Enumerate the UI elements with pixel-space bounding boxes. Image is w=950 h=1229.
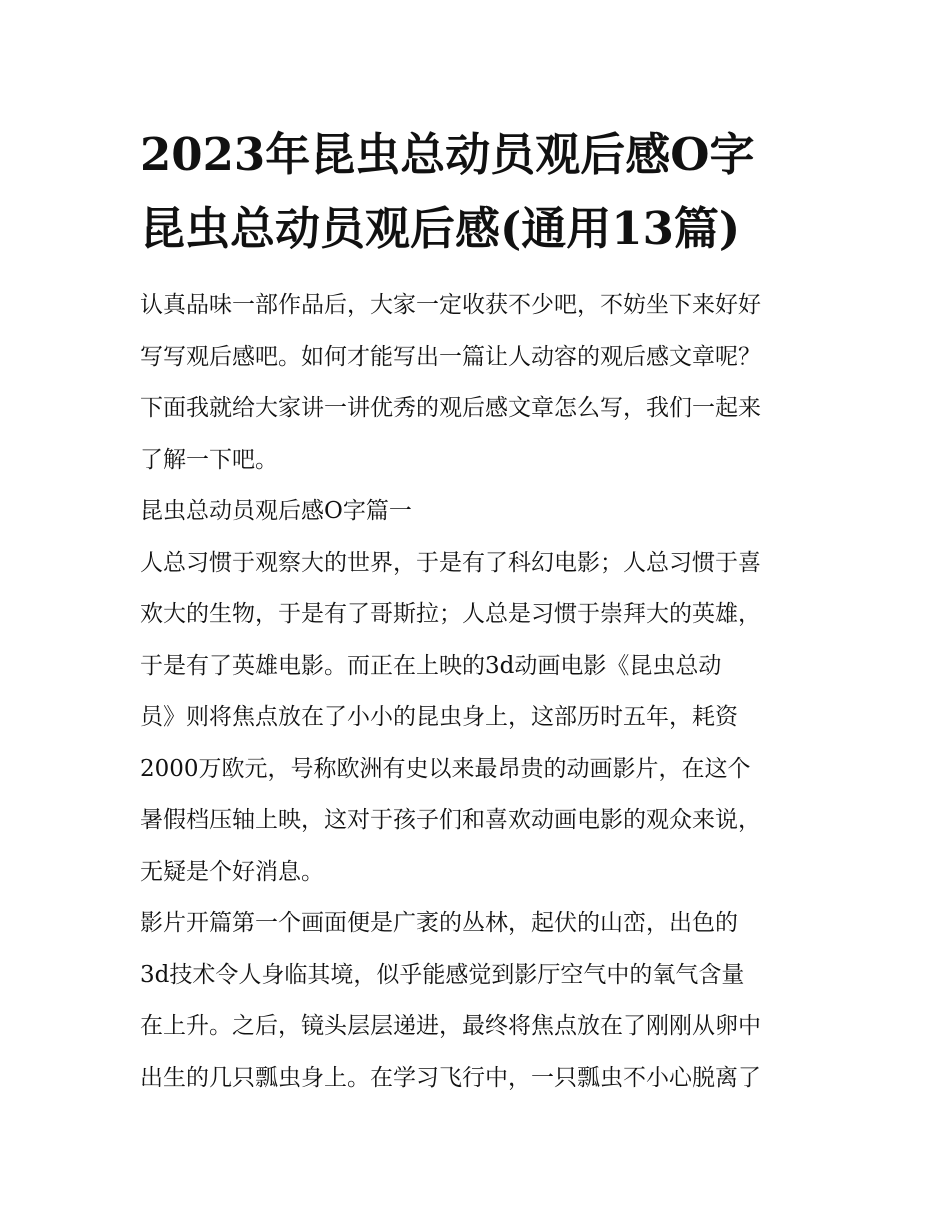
text-line: 写写观后感吧。如何才能写出一篇让人动容的观后感文章呢？ (140, 343, 761, 370)
text-line: 出生的几只瓢虫身上。在学习飞行中，一只瓢虫不小心脱离了 (140, 1064, 761, 1091)
document-page (140, 118, 812, 1104)
text-line: 昆虫总动员观后感O字篇一 (140, 498, 412, 524)
title-line: 2023年昆虫总动员观后感O字 (140, 128, 755, 181)
text-line: 了解一下吧。 (140, 446, 278, 473)
text-line: 人总习惯于观察大的世界，于是有了科幻电影；人总习惯于喜 (140, 549, 761, 576)
section-heading (140, 486, 812, 538)
text-line: 认真品味一部作品后，大家一定收获不少吧，不妨坐下来好好 (140, 292, 761, 318)
text-line: 员》则将焦点放在了小小的昆虫身上，这部历时五年，耗资 (140, 704, 738, 730)
text-line: 暑假档压轴上映，这对于孩子们和喜欢动画电影的观众来说， (140, 807, 761, 833)
body-paragraph (140, 538, 812, 899)
text-line: 3d技术令人身临其境，似乎能感觉到影厅空气中的氧气含量 (140, 961, 745, 988)
title-line: 昆虫总动员观后感(通用13篇) (140, 202, 741, 255)
text-line: 于是有了英雄电影。而正在上映的3d动画电影《昆虫总动 (140, 652, 722, 679)
intro-paragraph (140, 280, 812, 486)
document-title (140, 118, 812, 266)
text-line: 影片开篇第一个画面便是广袤的丛林，起伏的山峦，出色的 (140, 910, 738, 936)
text-line: 2000万欧元，号称欧洲有史以来最昂贵的动画影片，在这个 (140, 755, 751, 782)
body-paragraph (140, 898, 812, 1104)
document-body (140, 280, 812, 1104)
text-line: 欢大的生物，于是有了哥斯拉；人总是习惯于崇拜大的英雄， (140, 601, 761, 627)
text-line: 下面我就给大家讲一讲优秀的观后感文章怎么写，我们一起来 (140, 395, 761, 421)
text-line: 在上升。之后，镜头层层递进，最终将焦点放在了刚刚从卵中 (140, 1013, 761, 1039)
text-line: 无疑是个好消息。 (140, 858, 324, 885)
